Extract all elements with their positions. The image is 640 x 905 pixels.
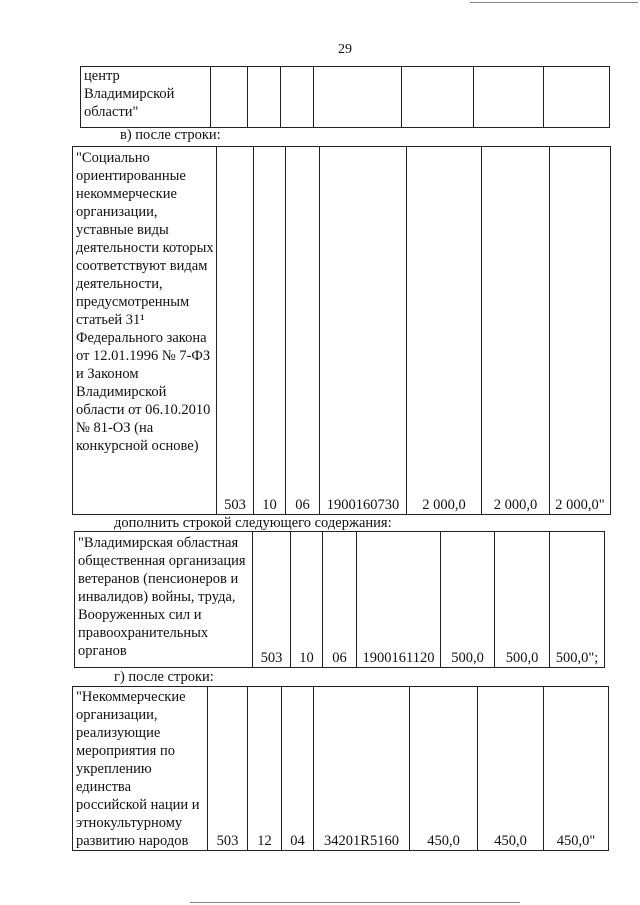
cell-item: 06 — [323, 532, 357, 668]
cell-amount-1 — [402, 67, 474, 128]
cell-section: 503 — [208, 687, 248, 851]
row-name: "Владимирская областная общественная организация ветеранов (пенсионеров и инвалидов) войны, труда, Вооруженных сил и правоохранительных органов — [75, 532, 253, 668]
note-after-row-b: в) после строки: — [120, 127, 221, 143]
table-row-new — [74, 531, 605, 668]
cell-subsection: 12 — [248, 687, 282, 851]
page-number: 29 — [338, 42, 352, 57]
cell-amount-2: 2 000,0 — [482, 147, 550, 515]
table-row-g — [72, 686, 609, 851]
row-name: "Социально ориентированные некоммерческие организации, уставные виды деятельности которых соответствуют видам деятельности, предусмотренным статьей 31¹ Федерального закона от 12.01.1996 № 7-ФЗ и Законом Владимирской области от 06.10.2010 № 81-ОЗ (на конкурсной основе) — [73, 147, 217, 515]
cell-amount-3: 500,0"; — [550, 532, 605, 668]
cell-amount-3: 450,0" — [544, 687, 609, 851]
cell-code: 34201R5160 — [314, 687, 410, 851]
table-row-b — [72, 146, 611, 515]
cell-item: 06 — [286, 147, 320, 515]
cell-amount-2 — [474, 67, 544, 128]
cell-amount-1: 500,0 — [441, 532, 495, 668]
cell-subsection — [248, 67, 281, 128]
table-row — [73, 687, 609, 851]
note-add-row: дополнить строкой следующего содержания: — [114, 515, 392, 531]
cell-code: 1900161120 — [357, 532, 441, 668]
table-row — [73, 147, 611, 515]
row-name: центр Владимирской области" — [81, 67, 211, 128]
note-after-row-g: г) после строки: — [114, 669, 214, 685]
table-row — [81, 67, 610, 128]
cell-amount-2: 450,0 — [478, 687, 544, 851]
cell-code — [314, 67, 402, 128]
table-row — [75, 532, 605, 668]
cell-amount-1: 2 000,0 — [407, 147, 482, 515]
top-scan-line — [470, 2, 638, 3]
bottom-scan-line — [190, 902, 520, 903]
cell-code: 1900160730 — [320, 147, 407, 515]
cell-amount-1: 450,0 — [410, 687, 478, 851]
cell-amount-2: 500,0 — [495, 532, 550, 668]
cell-subsection: 10 — [291, 532, 323, 668]
row-name: "Некоммерческие организации, реализующие мероприятия по укреплению единства российской нации и этнокультурному развитию народов — [73, 687, 208, 851]
cell-section: 503 — [253, 532, 291, 668]
table-row-a — [80, 66, 610, 128]
cell-amount-3: 2 000,0" — [550, 147, 611, 515]
cell-subsection: 10 — [254, 147, 286, 515]
cell-section: 503 — [217, 147, 254, 515]
cell-section — [211, 67, 248, 128]
cell-amount-3 — [544, 67, 610, 128]
cell-item — [281, 67, 314, 128]
cell-item: 04 — [282, 687, 314, 851]
